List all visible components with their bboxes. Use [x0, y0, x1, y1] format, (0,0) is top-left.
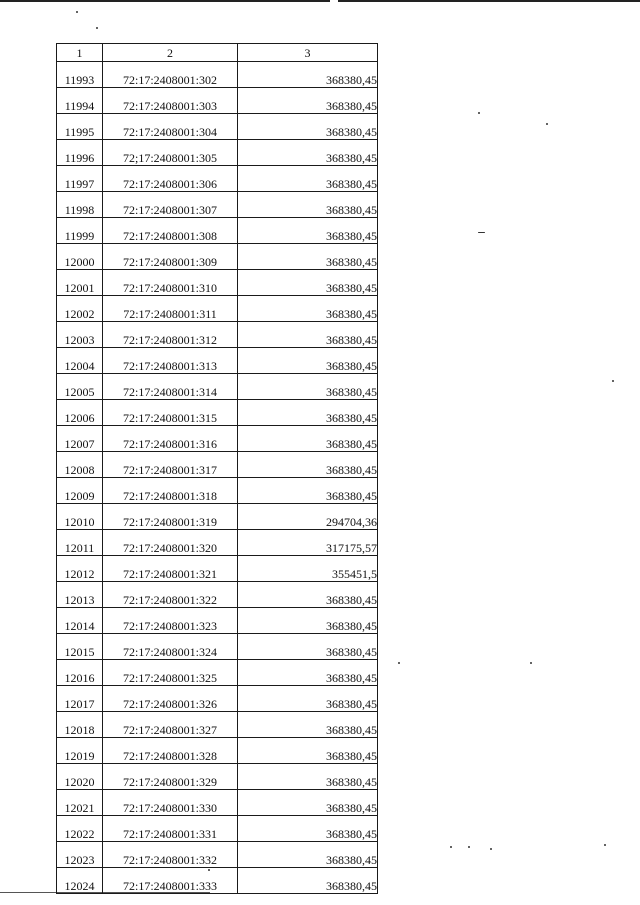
- cadastral-number: 72:17:2408001:302: [103, 62, 238, 88]
- row-number: 12015: [57, 634, 103, 660]
- row-number: 12007: [57, 426, 103, 452]
- table-row: [57, 530, 378, 556]
- row-number: 11996: [57, 140, 103, 166]
- scan-speck: [612, 380, 614, 382]
- cadastral-number: 72:17:2408001:309: [103, 244, 238, 270]
- table-row: [57, 348, 378, 374]
- cadastral-number: 72:17:2408001:329: [103, 764, 238, 790]
- row-number: 11994: [57, 88, 103, 114]
- row-number: 12004: [57, 348, 103, 374]
- cadastral-value: 317175,57: [238, 530, 378, 556]
- row-number: 12008: [57, 452, 103, 478]
- table-row: [57, 634, 378, 660]
- cadastral-value-table: [56, 43, 378, 894]
- cadastral-number: 72:17:2408001:314: [103, 374, 238, 400]
- row-number: 12023: [57, 842, 103, 868]
- table-row: [57, 374, 378, 400]
- table-header-row: [57, 44, 378, 62]
- cadastral-number: 72:17:2408001:304: [103, 114, 238, 140]
- cadastral-value: 368380,45: [238, 400, 378, 426]
- row-number: 12024: [57, 868, 103, 894]
- column-header-cadastral: 2: [103, 44, 238, 62]
- cadastral-number: 72:17:2408001:320: [103, 530, 238, 556]
- table-row: [57, 842, 378, 868]
- cadastral-value: 368380,45: [238, 790, 378, 816]
- cadastral-number: 72:17:2408001:322: [103, 582, 238, 608]
- cadastral-number: 72:17:2408001:325: [103, 660, 238, 686]
- cadastral-number: 72:17:2408001:308: [103, 218, 238, 244]
- row-number: 11993: [57, 62, 103, 88]
- cadastral-value: 368380,45: [238, 270, 378, 296]
- table-row: [57, 582, 378, 608]
- cadastral-value: 368380,45: [238, 244, 378, 270]
- row-number: 12012: [57, 556, 103, 582]
- row-number: 12020: [57, 764, 103, 790]
- table-row: [57, 270, 378, 296]
- cadastral-number: 72:17:2408001:326: [103, 686, 238, 712]
- cadastral-value: 368380,45: [238, 348, 378, 374]
- table-row: [57, 114, 378, 140]
- cadastral-value: 368380,45: [238, 166, 378, 192]
- row-number: 12013: [57, 582, 103, 608]
- top-scan-rule: [0, 0, 330, 2]
- cadastral-value: 368380,45: [238, 192, 378, 218]
- cadastral-value: 368380,45: [238, 478, 378, 504]
- cadastral-number: 72:17:2408001:331: [103, 816, 238, 842]
- scan-speck: [478, 112, 480, 114]
- row-number: 12002: [57, 296, 103, 322]
- scan-speck: [530, 662, 532, 664]
- table-row: [57, 738, 378, 764]
- table-row: [57, 400, 378, 426]
- cadastral-number: 72:17:2408001:324: [103, 634, 238, 660]
- row-number: 12019: [57, 738, 103, 764]
- row-number: 12021: [57, 790, 103, 816]
- row-number: 11998: [57, 192, 103, 218]
- row-number: 12022: [57, 816, 103, 842]
- cadastral-value: 355451,5: [238, 556, 378, 582]
- cadastral-value: 368380,45: [238, 114, 378, 140]
- scan-speck: [450, 846, 452, 848]
- cadastral-value: 368380,45: [238, 738, 378, 764]
- table-row: [57, 62, 378, 88]
- cadastral-number: 72:17:2408001:315: [103, 400, 238, 426]
- table-row: [57, 478, 378, 504]
- cadastral-value: 368380,45: [238, 608, 378, 634]
- cadastral-value: 368380,45: [238, 218, 378, 244]
- cadastral-number: 72:17:2408001:306: [103, 166, 238, 192]
- table-row: [57, 556, 378, 582]
- cadastral-number: 72:17:2408001:313: [103, 348, 238, 374]
- scan-speck: [478, 232, 485, 233]
- cadastral-value: 368380,45: [238, 322, 378, 348]
- row-number: 11997: [57, 166, 103, 192]
- cadastral-number: 72:17:2408001:333: [103, 868, 238, 894]
- table-row: [57, 608, 378, 634]
- cadastral-number: 72:17:2408001:312: [103, 322, 238, 348]
- row-number: 12014: [57, 608, 103, 634]
- scan-speck: [468, 846, 470, 848]
- cadastral-value: 368380,45: [238, 686, 378, 712]
- table-row: [57, 868, 378, 894]
- cadastral-value: 368380,45: [238, 660, 378, 686]
- table-row: [57, 192, 378, 218]
- cadastral-value: 368380,45: [238, 868, 378, 894]
- cadastral-value: 368380,45: [238, 634, 378, 660]
- cadastral-number: 72:17:2408001:330: [103, 790, 238, 816]
- cadastral-value: 368380,45: [238, 374, 378, 400]
- cadastral-number: 72:17:2408001:323: [103, 608, 238, 634]
- row-number: 12011: [57, 530, 103, 556]
- table-row: [57, 816, 378, 842]
- cadastral-value: 368380,45: [238, 816, 378, 842]
- table-row: [57, 88, 378, 114]
- row-number: 12010: [57, 504, 103, 530]
- cadastral-number: 72:17:2408001:328: [103, 738, 238, 764]
- column-header-number: 1: [57, 44, 103, 62]
- table-row: [57, 296, 378, 322]
- cadastral-value: 368380,45: [238, 140, 378, 166]
- table-row: [57, 790, 378, 816]
- scan-speck: [604, 844, 606, 846]
- table-row: [57, 504, 378, 530]
- row-number: 12003: [57, 322, 103, 348]
- cadastral-number: 72:17:2408001:311: [103, 296, 238, 322]
- cadastral-number: 72:17:2408001:318: [103, 478, 238, 504]
- cadastral-value: 368380,45: [238, 426, 378, 452]
- table-row: [57, 244, 378, 270]
- table-row: [57, 140, 378, 166]
- table-body: [57, 62, 378, 894]
- row-number: 12018: [57, 712, 103, 738]
- table-row: [57, 218, 378, 244]
- table-row: [57, 764, 378, 790]
- cadastral-number: 72:17:2408001:332: [103, 842, 238, 868]
- cadastral-value: 368380,45: [238, 842, 378, 868]
- row-number: 12016: [57, 660, 103, 686]
- scan-speck: [546, 123, 548, 125]
- column-header-value: 3: [238, 44, 378, 62]
- scan-speck: [96, 27, 98, 29]
- row-number: 12000: [57, 244, 103, 270]
- cadastral-number: 72:17:2408001:316: [103, 426, 238, 452]
- cadastral-number: 72:17:2408001:317: [103, 452, 238, 478]
- scan-speck: [76, 11, 78, 13]
- table-row: [57, 322, 378, 348]
- cadastral-value: 368380,45: [238, 764, 378, 790]
- table-row: [57, 660, 378, 686]
- cadastral-number: 72;17:2408001:305: [103, 140, 238, 166]
- scan-speck: [398, 662, 400, 664]
- cadastral-value: 368380,45: [238, 712, 378, 738]
- row-number: 12005: [57, 374, 103, 400]
- row-number: 12009: [57, 478, 103, 504]
- row-number: 12001: [57, 270, 103, 296]
- table-row: [57, 166, 378, 192]
- row-number: 12017: [57, 686, 103, 712]
- cadastral-number: 72:17:2408001:327: [103, 712, 238, 738]
- table-row: [57, 712, 378, 738]
- row-number: 11999: [57, 218, 103, 244]
- table-row: [57, 452, 378, 478]
- cadastral-value: 368380,45: [238, 88, 378, 114]
- cadastral-number: 72:17:2408001:307: [103, 192, 238, 218]
- cadastral-number: 72:17:2408001:319: [103, 504, 238, 530]
- row-number: 11995: [57, 114, 103, 140]
- table-row: [57, 426, 378, 452]
- cadastral-number: 72:17:2408001:303: [103, 88, 238, 114]
- scan-speck: [490, 848, 492, 850]
- cadastral-value: 368380,45: [238, 62, 378, 88]
- table-row: [57, 686, 378, 712]
- row-number: 12006: [57, 400, 103, 426]
- cadastral-number: 72:17:2408001:310: [103, 270, 238, 296]
- cadastral-value: 368380,45: [238, 582, 378, 608]
- cadastral-number: 72:17:2408001:321: [103, 556, 238, 582]
- cadastral-value: 294704,36: [238, 504, 378, 530]
- cadastral-value: 368380,45: [238, 452, 378, 478]
- cadastral-value: 368380,45: [238, 296, 378, 322]
- top-scan-rule-right: [338, 0, 640, 2]
